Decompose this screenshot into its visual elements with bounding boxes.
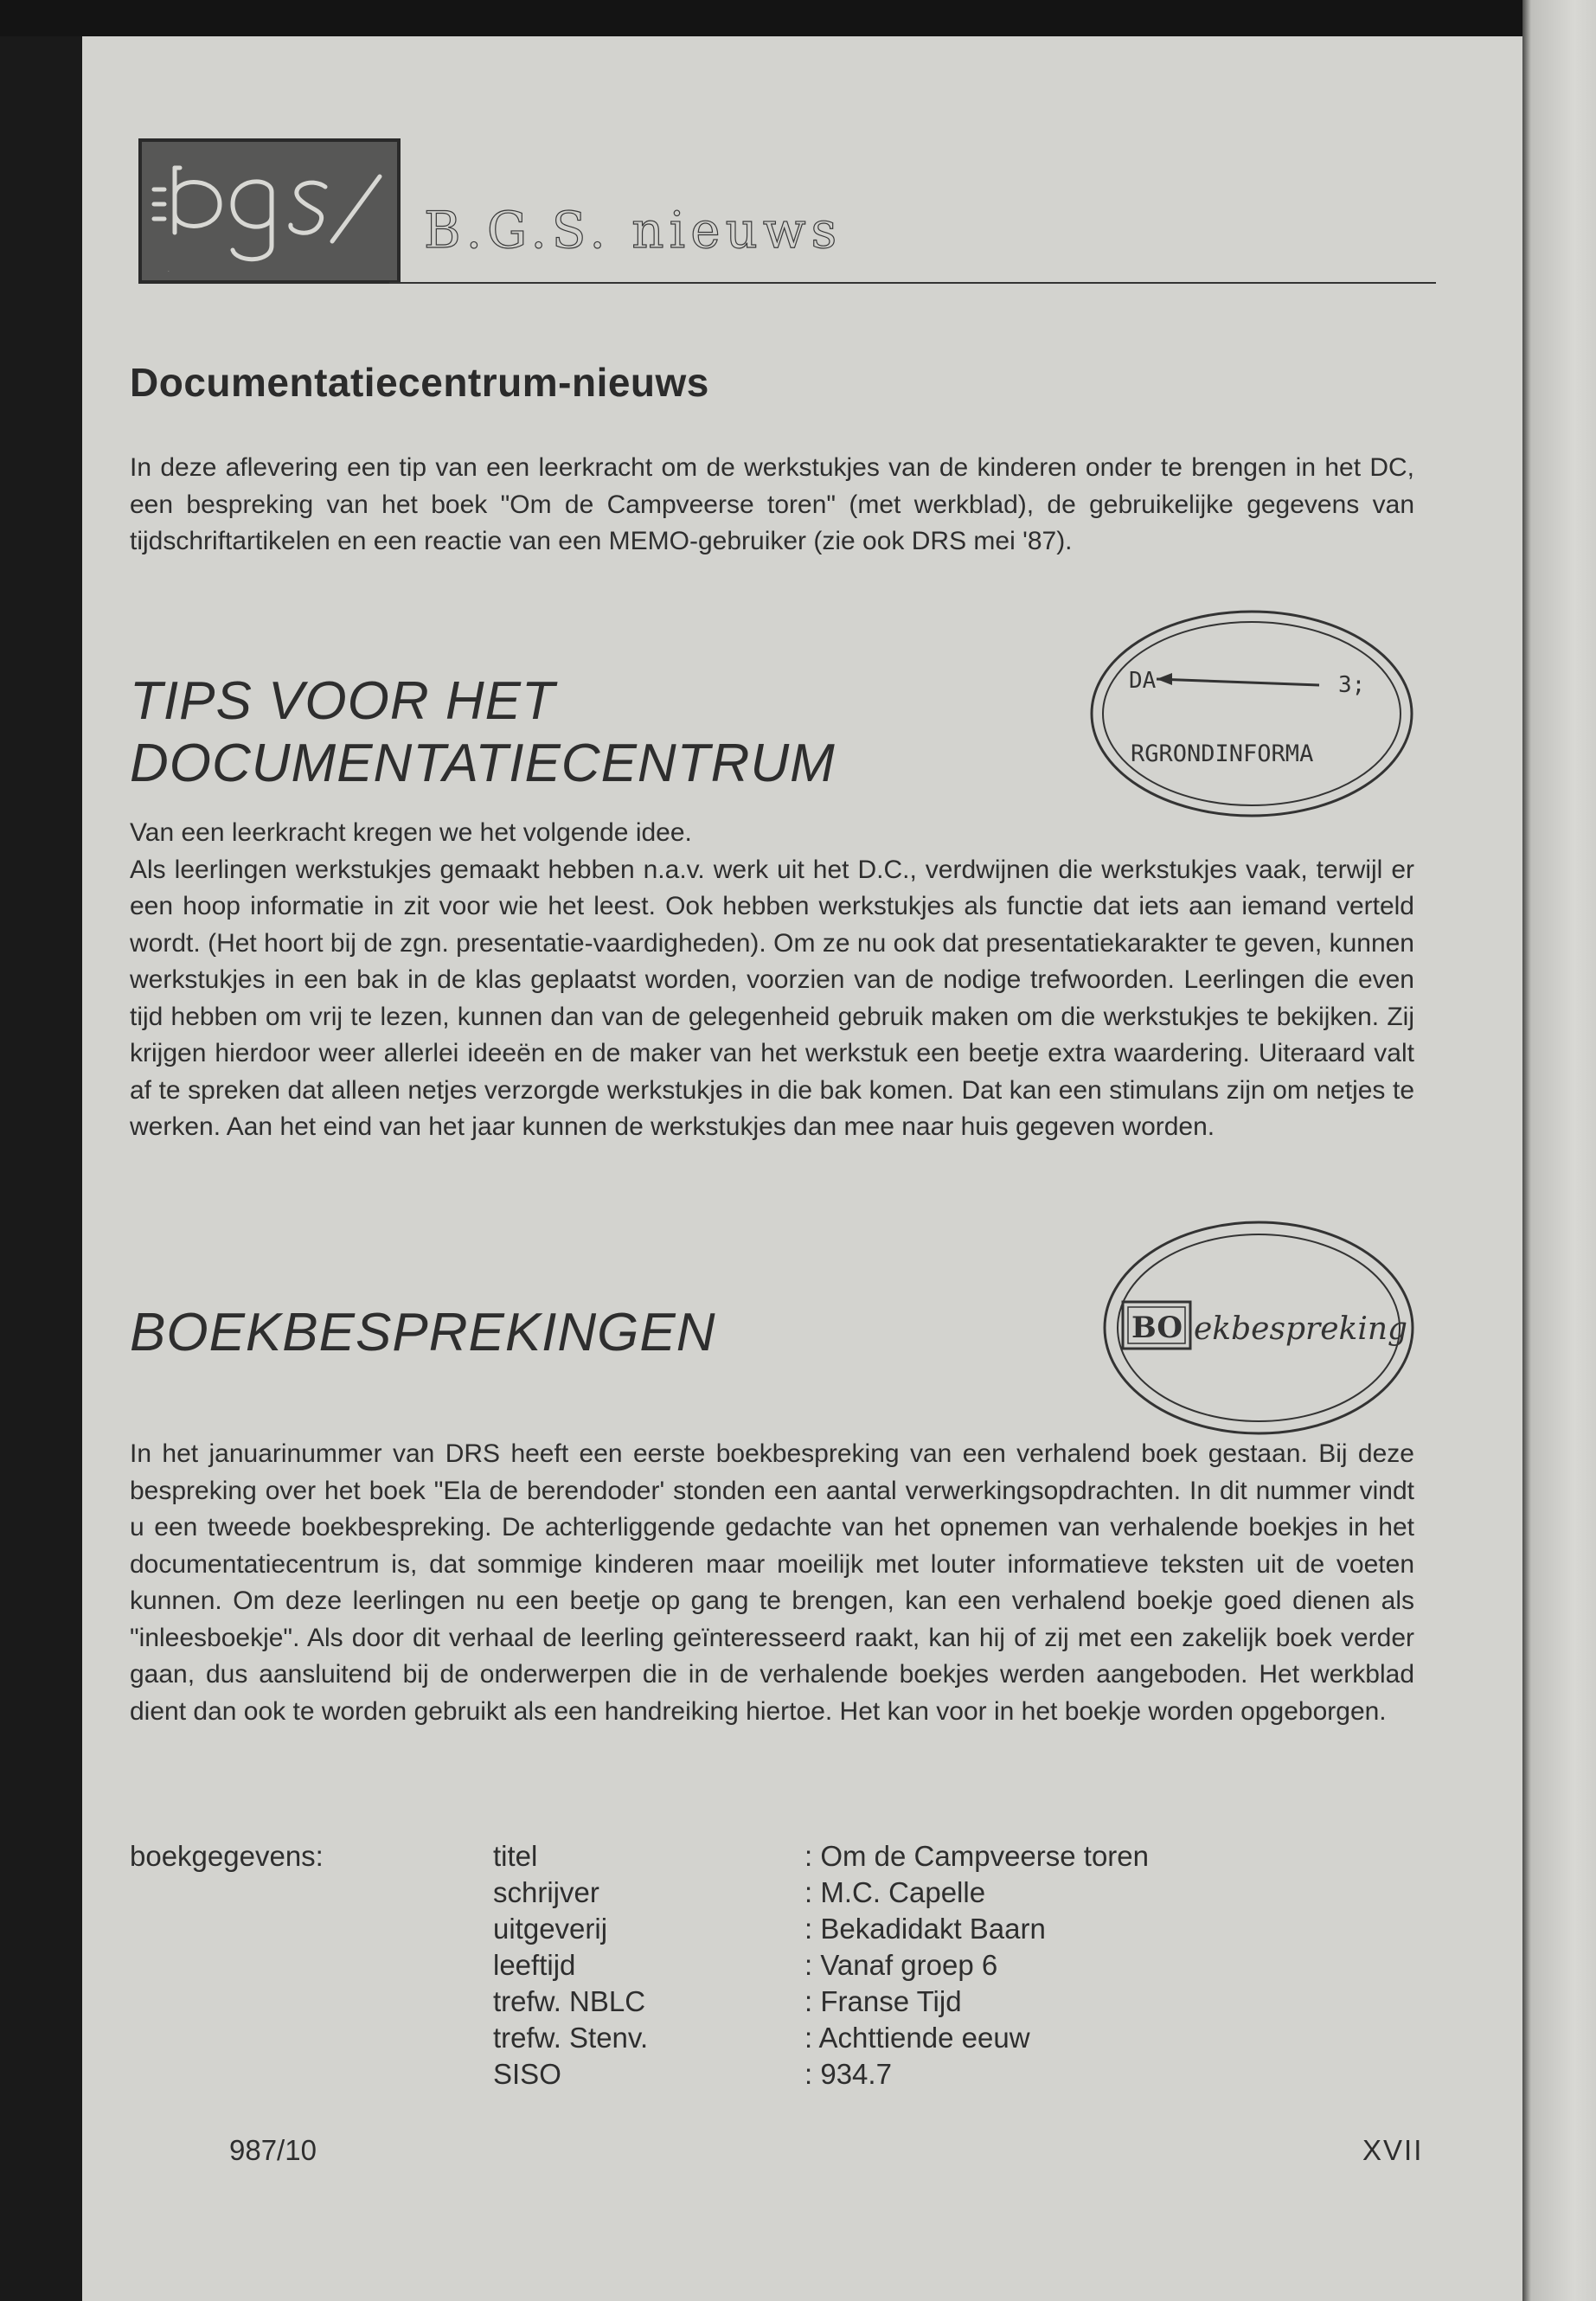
stamp-text-bottom: RGRONDINFORMA	[1131, 740, 1314, 767]
book-data-value: : Achttiende eeuw	[804, 2022, 1030, 2054]
book-data-value: : Bekadidakt Baarn	[804, 1913, 1046, 1945]
tips-heading-line2: DOCUMENTATIECENTRUM	[130, 734, 836, 793]
intro-paragraph: In deze aflevering een tip van een leerkracht om de werkstukjes van de kinderen onder te brengen in het DC, een bespreking van het boek "Om de Campveerse toren" (met werkblad), de gebruikelijke gegevens van tijdschriftartikelen en een reactie van een MEMO-gebruiker (zie ook DRS mei '87).	[130, 453, 1414, 555]
book-data-key: schrijver	[493, 1876, 599, 1908]
section-title: Documentatiecentrum-nieuws	[130, 360, 709, 405]
book-data-key: trefw. NBLC	[493, 1985, 646, 2017]
footer-page-number: XVII	[1362, 2134, 1424, 2166]
boekbespreking-stamp	[1099, 1215, 1419, 1440]
bgs-logo-graphic	[142, 142, 397, 280]
footer-issue-number: 987/10	[229, 2134, 317, 2166]
book-data-value: : Vanaf groep 6	[804, 1949, 998, 1981]
tips-heading-line1: TIPS VOOR HET	[130, 671, 555, 731]
masthead-rule	[389, 282, 1436, 284]
book-data-key: trefw. Stenv.	[493, 2022, 649, 2054]
masthead-title: B.G.S. nieuws	[424, 201, 843, 260]
book-data-value: : 934.7	[804, 2058, 892, 2090]
boekbesprekingen-heading: BOEKBESPREKINGEN	[130, 1303, 716, 1362]
book-data-key: leeftijd	[493, 1949, 576, 1981]
scan-top-border	[0, 0, 1522, 36]
book-data-values	[804, 1838, 1289, 2093]
book-data-value: : Franse Tijd	[804, 1985, 962, 2017]
book-data-key: titel	[493, 1840, 538, 1872]
stamp-text-top: DA	[1129, 668, 1157, 694]
book-data-key: SISO	[493, 2058, 561, 2090]
achtergrondinformatie-stamp	[1086, 606, 1419, 822]
book-data-key: uitgeverij	[493, 1913, 608, 1945]
stamp-text-right: 3;	[1338, 672, 1366, 698]
bgs-logo	[138, 138, 401, 284]
boek-paragraph: In het januarinummer van DRS heeft een eerste boekbespreking van een verhalend boek gestaan. Bij deze bespreking over het boek "Ela de berendoder' stonden een aantal verwerkingsopdrachten. In dit nummer vindt u een tweede boekbespreking. De achterliggende gedachte van het opnemen van verhalende boekjes in het documentatiecentrum is, dat sommige kinderen maar moeilijk met louter informatieve teksten uit de voeten kunnen. Om deze leerlingen nu een beetje op gang te brengen, kan een verhalend boekje goed dienen als "inleesboekje". Als door dit verhaal de leerling geïnteresseerd raakt, kan hij of zij met een zakelijk boek verder gaan, dus aansluitend bij de onderwerpen die in de verhalende boekjes werden aangeboden. Het werkblad dient dan ook te worden gebruikt als een handreiking hiertoe. Het kan voor in het boekje worden opgeborgen.	[130, 1439, 1414, 1726]
stamp-boek-text: ekbespreking	[1194, 1311, 1408, 1347]
stamp-initial: BO	[1131, 1311, 1183, 1345]
tips-body	[130, 815, 1414, 1146]
book-data-value: : M.C. Capelle	[804, 1876, 986, 1908]
scan-right-edge	[1522, 0, 1596, 2301]
tips-heading	[130, 670, 995, 795]
book-data-keys	[493, 1838, 753, 2093]
tips-lead: Van een leerkracht kregen we het volgende idee.	[130, 818, 692, 847]
book-data-value: : Om de Campveerse toren	[804, 1840, 1149, 1872]
book-data-label: boekgegevens:	[130, 1840, 324, 1872]
tips-paragraph: Als leerlingen werkstukjes gemaakt hebben n.a.v. werk uit het D.C., verdwijnen die werkstukjes vaak, terwijl er een hoop informatie in zit voor wie het leest. Ook hebben werkstukjes als functie dat iets aan iemand verteld wordt. (Het hoort bij de zgn. presentatie-vaardigheden). Om ze nu ook dat presentatiekarakter te geven, kunnen werkstukjes in een bak in de klas geplaatst worden, voorzien van de nodige trefwoorden. Leerlingen die even tijd hebben om vrij te lezen, kunnen dan van de gelegenheid gebruik maken om die werkstukjes te bekijken. Zij krijgen hierdoor weer allerlei ideeën en de maker van het werkstuk een beetje extra waardering. Uiteraard valt af te spreken dat alleen netjes verzorgde werkstukjes in die bak komen. Dat kan een stimulans zijn om netjes te werken. Aan het eind van het jaar kunnen de werkstukjes dan mee naar huis gegeven worden.	[130, 855, 1414, 1141]
